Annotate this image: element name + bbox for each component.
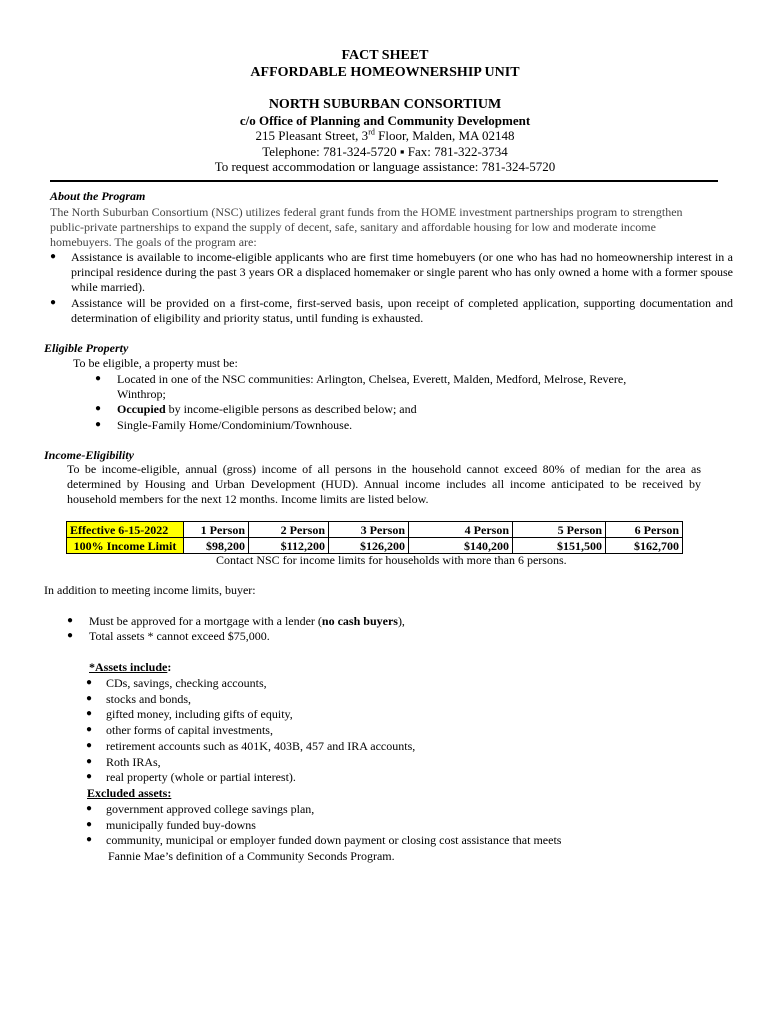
bullet-icon: ●: [86, 724, 93, 736]
table-cell: 4 Person: [409, 522, 513, 538]
table-cell: 100% Income Limit: [67, 538, 184, 554]
table-cell: 1 Person: [184, 522, 249, 538]
about-heading: About the Program: [50, 189, 146, 203]
table-cell: $151,500: [513, 538, 606, 554]
assets-include-item: CDs, savings, checking accounts,: [106, 676, 267, 690]
about-line-1: The North Suburban Consortium (NSC) utilizes federal grant funds from the HOME investment partnerships program to strengthen: [50, 205, 683, 219]
bullet-icon: ●: [67, 615, 74, 626]
table-cell: Effective 6-15-2022: [67, 522, 184, 538]
assets-excluded-heading: Excluded assets:: [87, 786, 172, 800]
assets-excluded-item: government approved college savings plan,: [106, 802, 315, 816]
table-row: [67, 522, 683, 538]
bullet-icon: ●: [50, 297, 57, 308]
table-cell: 3 Person: [329, 522, 409, 538]
income-paragraph: To be income-eligible, annual (gross) income of all persons in the household cannot exceed 80% of median for the area as determined by Housing and Urban Development (HUD). Annual income includes all income anticipated to be received by household members for the next 12 months. Income limits are listed below.: [67, 462, 701, 506]
table-cell: 5 Person: [513, 522, 606, 538]
about-goal-2: Assistance will be provided on a first-come, first-served basis, upon receipt of completed application, supporting documentation and determination of eligibility and priority status, until funding is exhausted.: [71, 296, 733, 325]
assets-include-item: stocks and bonds,: [106, 691, 191, 706]
eligible-communities: Located in one of the NSC communities: Arlington, Chelsea, Everett, Malden, Medford, Melrose, Revere,: [117, 372, 627, 386]
about-line-2: public-private partnerships to expand the supply of decent, safe, sanitary and affordable housing for low and moderate income: [50, 220, 656, 234]
assets-excluded-item: community, municipal or employer funded down payment or closing cost assistance that meets: [106, 833, 562, 848]
eligible-heading: Eligible Property: [44, 341, 129, 355]
eligible-communities-cont: Winthrop;: [117, 387, 166, 401]
about-goal-1: Assistance is available to income-eligible applicants who are first time homebuyers (or one who has had no homeownership interest in a principal residence during the past 3 years OR a displaced homemaker or single parent who has only owned a home with a former spouse while married).: [71, 250, 733, 294]
doc-title: FACT SHEET: [341, 48, 429, 63]
assets-include-item: real property (whole or partial interest).: [106, 770, 296, 785]
bullet-icon: ●: [86, 755, 93, 767]
assets-include-heading: *Assets include:: [89, 660, 172, 674]
eligible-occupied: Occupied by income-eligible persons as described below; and: [117, 402, 417, 416]
bullet-icon: ●: [86, 739, 93, 751]
buyer-intro: In addition to meeting income limits, buyer:: [44, 583, 256, 597]
accommodation-line: To request accommodation or language assistance: 781-324-5720: [214, 159, 556, 174]
eligible-property-type: Single-Family Home/Condominium/Townhouse.: [117, 418, 353, 432]
table-cell: $98,200: [184, 538, 249, 554]
bullet-icon: ●: [86, 708, 93, 720]
assets-excluded-item: municipally funded buy-downs: [106, 817, 256, 832]
table-cell: $126,200: [329, 538, 409, 554]
income-heading: Income-Eligibility: [44, 448, 134, 462]
bullet-icon: ●: [86, 677, 93, 688]
bullet-icon: ●: [50, 251, 57, 262]
org-name: NORTH SUBURBAN CONSORTIUM: [268, 97, 502, 112]
assets-include-item: other forms of capital investments,: [106, 723, 273, 738]
office-address: 215 Pleasant Street, 3rd Floor, Malden, MA 02148: [255, 127, 515, 143]
bullet-icon: ●: [86, 834, 93, 846]
table-cell: 2 Person: [249, 522, 329, 538]
excluded-item-cont: Fannie Mae’s definition of a Community Seconds Program.: [108, 849, 395, 863]
assets-include-item: Roth IRAs,: [106, 754, 161, 769]
office-name: c/o Office of Planning and Community Development: [239, 113, 531, 128]
assets-include-item: gifted money, including gifts of equity,: [106, 707, 293, 722]
income-limit-table: [66, 521, 683, 554]
header-divider: [50, 180, 718, 182]
table-cell: 6 Person: [606, 522, 683, 538]
bullet-icon: ●: [86, 771, 93, 783]
table-cell: $162,700: [606, 538, 683, 554]
bullet-icon: ●: [86, 803, 93, 814]
bullet-icon: ●: [95, 373, 102, 384]
bullet-icon: ●: [95, 419, 102, 430]
bullet-icon: ●: [86, 818, 93, 830]
table-row: [67, 538, 683, 554]
table-cell: $112,200: [249, 538, 329, 554]
bullet-icon: ●: [67, 630, 74, 641]
table-cell: $140,200: [409, 538, 513, 554]
phone-fax: Telephone: 781-324-5720 ▪ Fax: 781-322-3734: [262, 144, 508, 159]
bullet-icon: ●: [86, 692, 93, 704]
buyer-assets-cap: Total assets * cannot exceed $75,000.: [89, 629, 270, 643]
buyer-mortgage: Must be approved for a mortgage with a lender (no cash buyers),: [89, 614, 405, 628]
eligible-intro: To be eligible, a property must be:: [73, 356, 238, 370]
assets-include-item: retirement accounts such as 401K, 403B, 457 and IRA accounts,: [106, 738, 416, 753]
bullet-icon: ●: [95, 403, 102, 414]
about-line-3: homebuyers. The goals of the program are:: [50, 235, 257, 249]
doc-subtitle: AFFORDABLE HOMEOWNERSHIP UNIT: [250, 65, 520, 80]
income-table-note: Contact NSC for income limits for households with more than 6 persons.: [216, 553, 567, 567]
